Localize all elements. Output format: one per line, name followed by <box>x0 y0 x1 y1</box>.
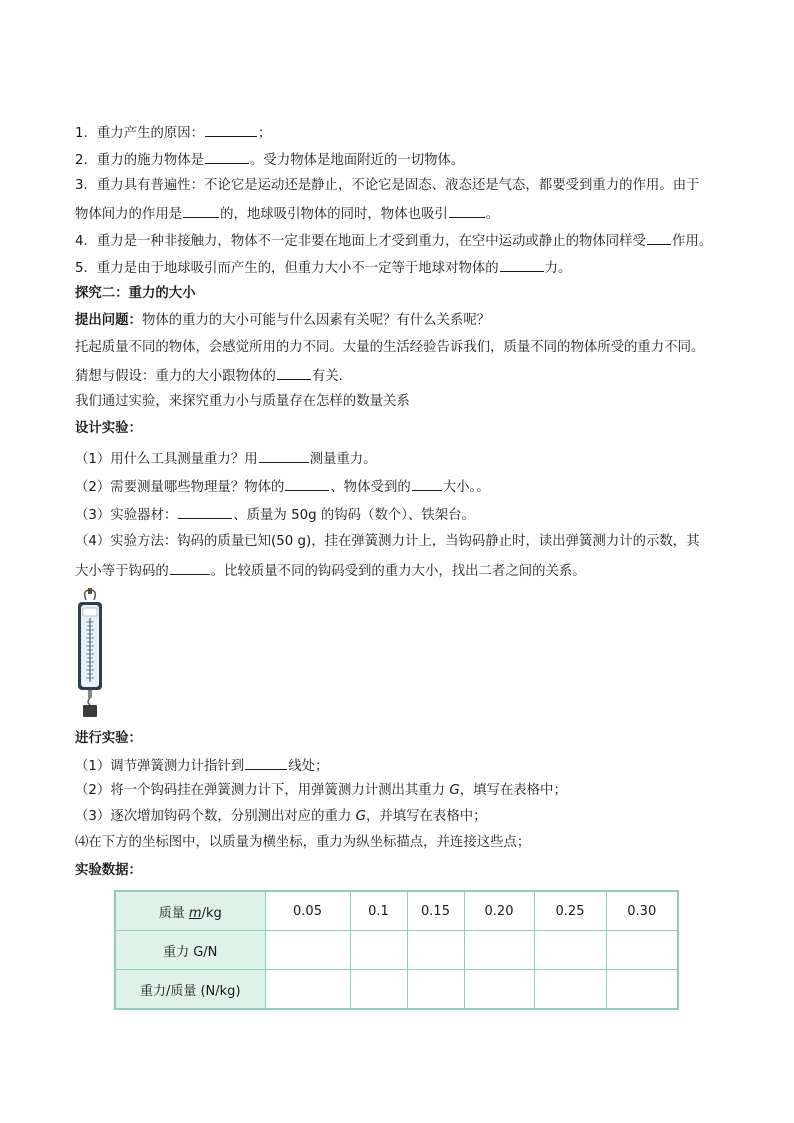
design-item-4-cont <box>75 561 586 581</box>
answer-blank[interactable] <box>183 204 219 218</box>
design-item-3 <box>75 505 475 525</box>
design-text: 大小等于钩码的 <box>75 564 169 579</box>
mass-cell: 0.05 <box>265 891 350 931</box>
conduct-item-3 <box>75 808 487 826</box>
input-cell[interactable] <box>464 970 534 1010</box>
input-cell[interactable] <box>350 970 407 1010</box>
design-heading: 设计实验： <box>75 421 142 436</box>
row-label-ratio: 重力/质量 (N/kg) <box>115 970 265 1010</box>
design-text: （3）实验器材： <box>75 508 178 523</box>
design-text: 。比较质量不同的钩码受到的重力大小，找出二者之间的关系。 <box>210 564 586 579</box>
conduct-text: ，填写在表格中； <box>459 783 567 798</box>
design-text: 大小。。 <box>442 480 490 495</box>
mass-symbol: m <box>188 905 202 921</box>
question-line <box>75 312 490 330</box>
answer-blank[interactable] <box>205 123 257 137</box>
paragraph: 我们通过实验，来探究重力小与质量存在怎样的数量关系 <box>75 394 410 409</box>
design-item-1 <box>75 449 377 469</box>
unit-text: /kg <box>201 905 222 921</box>
answer-blank[interactable] <box>170 561 210 575</box>
item-3-line-1 <box>75 177 700 195</box>
input-cell[interactable] <box>407 970 464 1010</box>
item-5-end: 力。 <box>544 261 572 276</box>
design-text: 测量重力。 <box>309 452 377 467</box>
design-item-2 <box>75 477 490 497</box>
gravity-symbol: G <box>449 783 460 798</box>
gravity-symbol: G <box>355 809 366 824</box>
design-text: （4）实验方法：钩码的质量已知(50 g)，挂在弹簧测力计上，当钩码静止时，读出弹簧测力计的示数，其 <box>75 534 700 549</box>
item-5-text: 5．重力是由于地球吸引而产生的，但重力大小不一定等于地球对物体的 <box>75 261 499 276</box>
input-cell[interactable] <box>606 970 678 1010</box>
conduct-item-4: ⑷在下方的坐标图中，以质量为横坐标，重力为纵坐标描点，并连接这些点； <box>75 835 531 850</box>
input-cell[interactable] <box>265 931 350 970</box>
item-3-text-b: 物体间力的作用是 <box>75 207 183 222</box>
item-1-text: 1．重力产生的原因： <box>75 126 205 141</box>
answer-blank[interactable] <box>647 231 671 245</box>
answer-blank[interactable] <box>449 204 485 218</box>
answer-blank[interactable] <box>259 449 309 463</box>
design-text: （2）需要测量哪些物理量？物体的 <box>75 480 285 495</box>
input-cell[interactable] <box>407 931 464 970</box>
input-cell[interactable] <box>265 970 350 1010</box>
input-cell[interactable] <box>534 970 606 1010</box>
question-label: 提出问题： <box>75 313 142 328</box>
table-row-ratio <box>115 970 678 1010</box>
item-1 <box>75 123 271 143</box>
answer-blank[interactable] <box>245 756 287 770</box>
input-cell[interactable] <box>464 931 534 970</box>
item-4-end: 作用。 <box>671 234 713 249</box>
hypothesis-end: 有关. <box>311 369 343 384</box>
answer-blank[interactable] <box>285 477 329 491</box>
paragraph: 托起质量不同的物体，会感觉所用的力不同。大量的生活经验告诉我们，质量不同的物体所受的重力不同。 <box>75 340 705 355</box>
mass-cell: 0.1 <box>350 891 407 931</box>
conduct-text: （1）调节弹簧测力计指针到 <box>75 759 245 774</box>
item-4 <box>75 231 712 251</box>
item-2-text: 2．重力的施力物体是 <box>75 153 205 168</box>
design-text: 、物体受到的 <box>330 480 411 495</box>
answer-blank[interactable] <box>412 477 442 491</box>
hypothesis-text: 猜想与假设：重力的大小跟物体的 <box>75 369 276 384</box>
design-item-4 <box>75 533 700 551</box>
item-5 <box>75 258 571 278</box>
conduct-item-2 <box>75 782 567 800</box>
item-2 <box>75 150 464 170</box>
row-label-gravity: 重力 G/N <box>115 931 265 970</box>
table-row-mass <box>115 891 678 931</box>
label-text: 质量 <box>158 905 189 921</box>
mass-cell: 0.15 <box>407 891 464 931</box>
answer-blank[interactable] <box>205 150 249 164</box>
conduct-item-1 <box>75 756 328 776</box>
table-row-gravity <box>115 931 678 970</box>
mass-cell: 0.25 <box>534 891 606 931</box>
conduct-text: 线处； <box>288 759 329 774</box>
item-3-end: 。 <box>485 207 500 222</box>
conduct-text: （2）将一个钩码挂在弹簧测力计下，用弹簧测力计测出其重力 <box>75 783 450 798</box>
row-label-mass <box>115 891 265 931</box>
item-3-text-c: 的，地球吸引物体的同时，物体也吸引 <box>220 207 448 222</box>
item-3-line-2 <box>75 204 499 224</box>
input-cell[interactable] <box>606 931 678 970</box>
mass-cell: 0.30 <box>606 891 678 931</box>
mass-cell: 0.20 <box>464 891 534 931</box>
hypothesis-line <box>75 366 343 386</box>
item-3-text: 3．重力具有普遍性：不论它是运动还是静止，不论它是固态、液态还是气态，都要受到重力的作用。由于 <box>75 178 700 193</box>
input-cell[interactable] <box>534 931 606 970</box>
spring-scale-icon <box>72 588 108 718</box>
data-table <box>114 890 679 1010</box>
item-2-end: 。受力物体是地面附近的一切物体。 <box>250 153 465 168</box>
design-text: 、质量为 50g 的钩码（数个）、铁架台。 <box>233 508 475 523</box>
input-cell[interactable] <box>350 931 407 970</box>
question-text: 物体的重力的大小可能与什么因素有关呢？有什么关系呢？ <box>141 313 491 328</box>
item-4-text: 4．重力是一种非接触力，物体不一定非要在地面上才受到重力，在空中运动或静止的物体同样受 <box>75 234 646 249</box>
answer-blank[interactable] <box>178 505 232 519</box>
conduct-heading: 进行实验： <box>75 731 142 746</box>
section-heading: 探究二：重力的大小 <box>75 286 196 301</box>
answer-blank[interactable] <box>500 258 544 272</box>
item-1-end: ； <box>258 126 272 141</box>
answer-blank[interactable] <box>277 366 311 380</box>
conduct-text: ，并填写在表格中； <box>365 809 487 824</box>
data-heading: 实验数据： <box>75 863 142 878</box>
conduct-text: （3）逐次增加钩码个数，分别测出对应的重力 <box>75 809 356 824</box>
design-text: （1）用什么工具测量重力？用 <box>75 452 258 467</box>
